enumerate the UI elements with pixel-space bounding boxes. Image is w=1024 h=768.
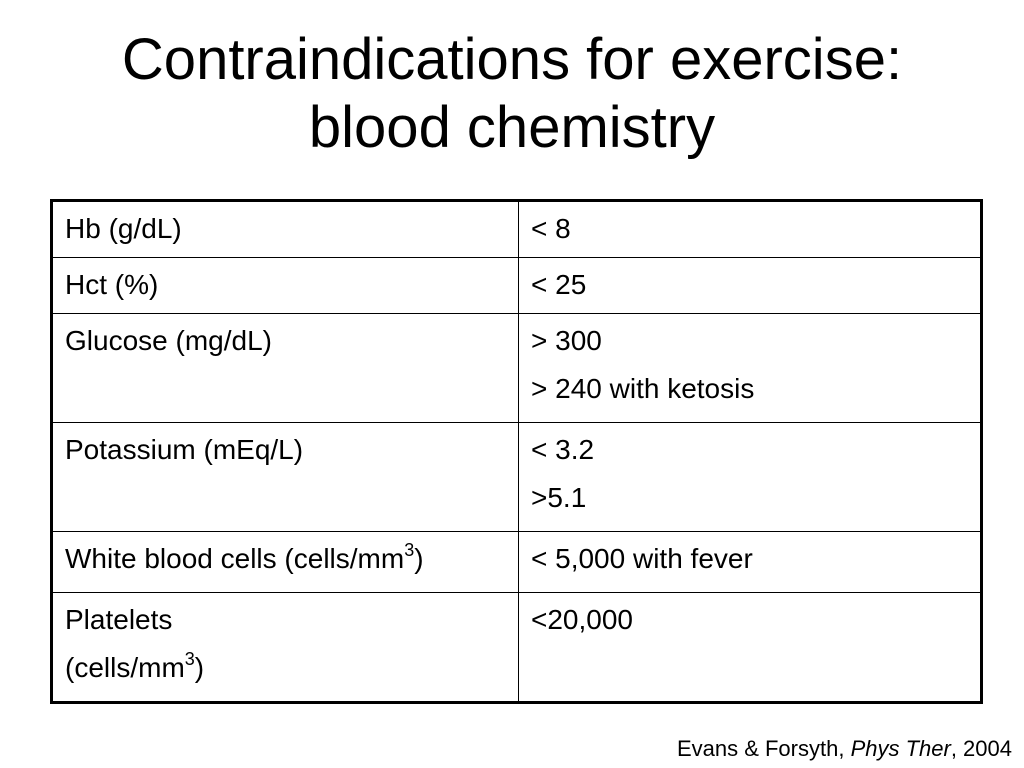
- superscript-exponent: 3: [184, 648, 195, 669]
- parameter-label: Platelets: [65, 604, 173, 635]
- parameter-label: Potassium (mEq/L): [65, 434, 304, 465]
- parameter-unit-label: [65, 648, 506, 685]
- citation-journal: Phys Ther: [850, 736, 951, 761]
- table-row-potassium: [52, 423, 982, 532]
- threshold-value: > 300: [531, 325, 602, 356]
- threshold-value: >5.1: [531, 482, 587, 513]
- threshold-cell: [519, 201, 982, 258]
- table-row-glucose: [52, 314, 982, 423]
- table-row-white-blood-cells: [52, 532, 982, 593]
- table-row-hb: [52, 201, 982, 258]
- parameter-cell: [52, 258, 519, 314]
- parameter-label-text: White blood cells (cells/mm: [65, 543, 405, 574]
- citation: [677, 735, 1012, 763]
- contraindications-table: [50, 199, 983, 704]
- superscript-exponent: 3: [404, 539, 415, 560]
- threshold-cell: [519, 258, 982, 314]
- citation-year: , 2004: [950, 736, 1012, 761]
- parameter-unit-text: (cells/mm: [65, 652, 185, 683]
- parameter-label: Glucose (mg/dL): [65, 325, 272, 356]
- threshold-cell: [519, 593, 982, 703]
- threshold-value: < 8: [531, 213, 571, 244]
- parameter-label-suffix: ): [414, 543, 424, 574]
- threshold-cell: [519, 423, 982, 532]
- threshold-value: > 240 with ketosis: [531, 373, 755, 404]
- threshold-cell: [519, 532, 982, 593]
- parameter-label: Hct (%): [65, 269, 159, 300]
- threshold-value: < 3.2: [531, 434, 595, 465]
- threshold-value: <20,000: [531, 604, 633, 635]
- citation-authors: Evans & Forsyth,: [676, 736, 851, 761]
- slide-title-line-1: Contraindications for exercise:: [121, 27, 903, 92]
- threshold-value: < 25: [531, 269, 587, 300]
- parameter-cell: [52, 593, 519, 703]
- parameter-unit-suffix: ): [194, 652, 205, 683]
- parameter-cell: [52, 423, 519, 532]
- parameter-label: [65, 539, 506, 576]
- table-row-platelets: [52, 593, 982, 703]
- table-row-hct: [52, 258, 982, 314]
- threshold-cell: [519, 314, 982, 423]
- slide-title-line-2: blood chemistry: [308, 95, 716, 160]
- parameter-cell: [52, 314, 519, 423]
- slide-title: [0, 26, 1024, 162]
- parameter-cell: [52, 201, 519, 258]
- parameter-cell: [52, 532, 519, 593]
- threshold-value: < 5,000 with fever: [531, 543, 753, 574]
- parameter-label: Hb (g/dL): [65, 213, 182, 244]
